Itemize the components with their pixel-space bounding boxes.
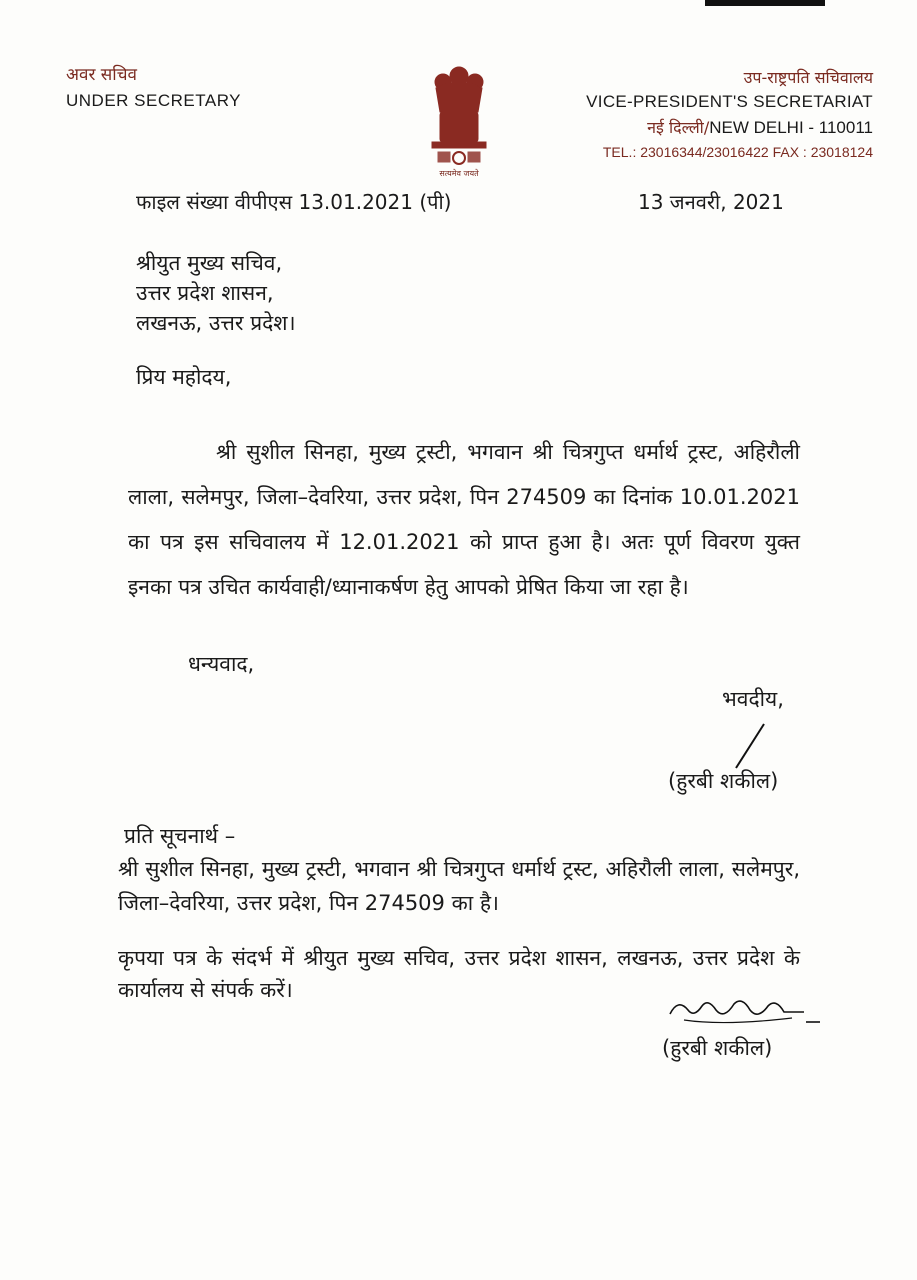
salutation: प्रिय महोदय,	[136, 365, 232, 389]
signature-stroke	[730, 722, 770, 770]
top-edge-mark	[705, 0, 825, 6]
designation-english: UNDER SECRETARY	[66, 91, 242, 110]
office-city	[586, 116, 873, 138]
city-hindi: नई दिल्ली/	[647, 118, 710, 137]
office-hindi: उप-राष्ट्रपति सचिवालय	[743, 68, 873, 87]
address-line: उत्तर प्रदेश शासन,	[136, 281, 274, 305]
letter-body: श्री सुशील सिनहा, मुख्य ट्रस्टी, भगवान श्री चित्रगुप्त धर्मार्थ ट्रस्ट, अहिरौली लाला, सलेमपुर, जिला–देवरिया, उत्तर प्रदेश, पिन 274509 का दिनांक 10.01.2021 का पत्र इस सचिवालय में 12.01.2021 को प्राप्त हुआ है। अतः पूर्ण विवरण युक्त इनका पत्र उचित कार्यवाही/ध्यानाकर्षण हेतु आपको प्रेषित किया जा रहा है।	[128, 440, 800, 599]
emblem-caption: सत्यमेव जयते	[439, 169, 479, 178]
closing-line: भवदीय,	[722, 687, 784, 711]
thanks-line: धन्यवाद,	[188, 652, 255, 676]
designation-block	[66, 62, 241, 111]
national-emblem-icon	[418, 62, 500, 180]
letter-date: 13 जनवरी, 2021	[638, 190, 784, 214]
handwritten-signature	[664, 992, 824, 1030]
file-number: फाइल संख्या वीपीएस 13.01.2021 (पी)	[136, 190, 452, 214]
recipient-address	[136, 248, 296, 338]
address-line: श्रीयुत मुख्य सचिव,	[136, 251, 283, 275]
office-contact: TEL.: 23016344/23016422 FAX : 23018124	[602, 144, 873, 160]
copy-request: कृपया पत्र के संदर्भ में श्रीयुत मुख्य सचिव, उत्तर प्रदेश शासन, लखनऊ, उत्तर प्रदेश के कार्यालय से संपर्क करें।	[118, 946, 800, 1002]
office-block	[586, 66, 873, 160]
office-english: VICE-PRESIDENT'S SECRETARIAT	[586, 92, 873, 111]
address-line: लखनऊ, उत्तर प्रदेश।	[136, 311, 296, 335]
copy-heading: प्रति सूचनार्थ –	[124, 824, 236, 848]
city-english: NEW DELHI - 110011	[709, 118, 873, 137]
signatory-name: (हुरबी शकील)	[668, 769, 779, 793]
copy-signatory-name: (हुरबी शकील)	[662, 1036, 773, 1060]
copy-recipient: श्री सुशील सिनहा, मुख्य ट्रस्टी, भगवान श्री चित्रगुप्त धर्मार्थ ट्रस्ट, अहिरौली लाला, सलेमपुर, जिला–देवरिया, उत्तर प्रदेश, पिन 274509 का है।	[118, 857, 800, 915]
designation-hindi: अवर सचिव	[66, 65, 137, 85]
